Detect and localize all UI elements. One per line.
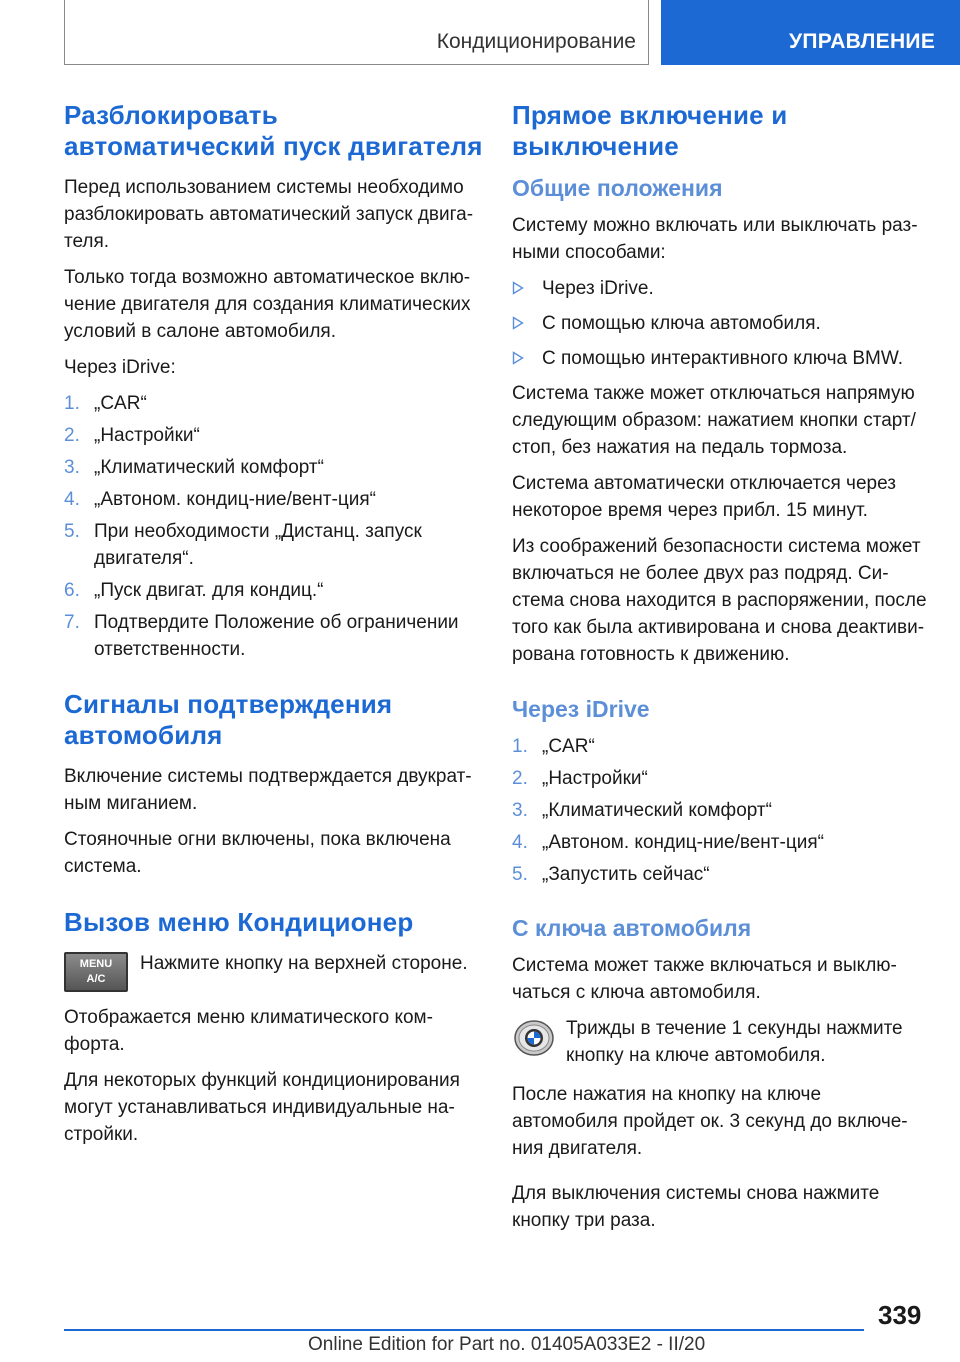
paragraph: Систему можно включать или выключать раз-ными способами: (512, 215, 918, 263)
step-number: 2. (512, 768, 528, 789)
step-item (512, 861, 932, 888)
left-column (64, 100, 484, 1157)
footer-edition: Online Edition for Part no. 01405A033E2 - II/20 (308, 1334, 706, 1355)
paragraph: Перед использованием системы необходимо разблокировать автоматический запуск двига-теля. (64, 177, 474, 252)
step-text: „CAR“ (94, 393, 147, 414)
paragraph: Система автоматически отключается через некоторое время через прибл. 15 минут. (512, 473, 896, 521)
heading-climate-menu: Вызов меню Кондиционер (64, 907, 414, 937)
step-number: 1. (64, 393, 80, 414)
right-column (512, 100, 932, 1243)
paragraph: Система может также включаться и выклю-чаться с ключа автомобиля. (512, 955, 897, 1003)
heading-unlock-autostart: Разблокировать автоматический пуск двигателя (64, 100, 483, 161)
page-number: 339 (878, 1300, 922, 1330)
paragraph: Включение системы подтверждается двукрат-ным миганием. (64, 766, 472, 814)
paragraph: Стояночные огни включены, пока включена система. (64, 829, 451, 877)
bullet-item (512, 345, 932, 372)
bullet-text: С помощью интерактивного ключа BMW. (542, 348, 904, 369)
paragraph: Трижды в течение 1 секунды нажмите кнопку на ключе автомобиля. (566, 1018, 903, 1066)
menu-ac-button-icon (64, 952, 128, 992)
step-text: „Автоном. кондиц-ние/вент-ция“ (94, 489, 376, 510)
heading-confirmation-signals: Сигналы подтверждения автомобиля (64, 689, 393, 750)
step-text: „Запустить сейчас“ (542, 864, 710, 885)
step-number: 6. (64, 580, 80, 601)
paragraph: Для некоторых функций кондиционирования могут устанавливаться индивидуальные на-стройки. (64, 1070, 460, 1145)
step-item (512, 765, 932, 792)
steps-list (512, 733, 932, 888)
step-number: 5. (512, 864, 528, 885)
step-item (64, 390, 484, 417)
triangle-right-outline-icon (512, 316, 524, 330)
step-number: 3. (512, 800, 528, 821)
bmw-key-fob-icon (512, 1015, 556, 1059)
header-chapter-box (661, 0, 960, 65)
header-chapter-title: УПРАВЛЕНИЕ (789, 30, 936, 53)
step-text: „Климатический комфорт“ (94, 457, 324, 478)
step-number: 3. (64, 457, 80, 478)
step-item (64, 609, 484, 663)
bullet-list (512, 275, 932, 372)
step-item (512, 733, 932, 760)
heading-direct-on-off: Прямое включение и выключение (512, 100, 788, 161)
step-number: 5. (64, 521, 80, 542)
step-item (64, 518, 484, 572)
bullet-text: С помощью ключа автомобиля. (542, 313, 821, 334)
step-text: При необходимости „Дистанц. запуск двигателя“. (94, 521, 422, 569)
header-section-box (64, 0, 649, 65)
step-number: 4. (512, 832, 528, 853)
step-number: 2. (64, 425, 80, 446)
subheading-general: Общие положения (512, 175, 723, 201)
key-fob-instruction (512, 1015, 932, 1069)
step-item (64, 486, 484, 513)
menu-button-instruction (64, 950, 484, 992)
paragraph: Для выключения системы снова нажмите кнопку три раза. (512, 1183, 880, 1231)
step-text: „Климатический комфорт“ (542, 800, 772, 821)
step-text: Подтвердите Положение об ограничении ответственности. (94, 612, 459, 660)
paragraph: Система также может отключаться напрямую следующим образом: нажатием кнопки старт/стоп, без нажатия на педаль тормоза. (512, 383, 916, 458)
step-number: 4. (64, 489, 80, 510)
paragraph: Через iDrive: (64, 357, 176, 378)
step-number: 7. (64, 612, 80, 633)
paragraph: Отображается меню климатического ком-форта. (64, 1007, 433, 1055)
triangle-right-outline-icon (512, 281, 524, 295)
footer-divider (64, 1329, 864, 1331)
step-text: „Настройки“ (542, 768, 648, 789)
bullet-text: Через iDrive. (542, 278, 654, 299)
paragraph: После нажатия на кнопку на ключе автомобиля пройдет ок. 3 секунд до включе-ния двигателя. (512, 1084, 908, 1159)
steps-list (64, 390, 484, 663)
step-item (64, 577, 484, 604)
bullet-item (512, 310, 932, 337)
step-text: „Настройки“ (94, 425, 200, 446)
paragraph: Только тогда возможно автоматическое вклю-чение двигателя для создания климатических условий в салоне автомобиля. (64, 267, 471, 342)
header-section-title: Кондиционирование (436, 30, 636, 53)
step-text: „CAR“ (542, 736, 595, 757)
step-item (512, 797, 932, 824)
step-item (64, 454, 484, 481)
paragraph: Из соображений безопасности система может включаться не более двух раз подряд. Си-стема снова находится в распоряжении, после того как была активирована и снова деактиви-рована готовность к движению. (512, 536, 927, 665)
step-item (64, 422, 484, 449)
step-text: „Пуск двигат. для кондиц.“ (94, 580, 324, 601)
paragraph: Нажмите кнопку на верхней стороне. (140, 953, 468, 974)
step-number: 1. (512, 736, 528, 757)
menu-button-label: MENU (79, 958, 113, 970)
step-text: „Автоном. кондиц-ние/вент-ция“ (542, 832, 824, 853)
step-item (512, 829, 932, 856)
triangle-right-outline-icon (512, 351, 524, 365)
subheading-from-key: С ключа автомобиля (512, 915, 752, 941)
bullet-item (512, 275, 932, 302)
ac-button-label: A/C (86, 973, 106, 985)
subheading-via-idrive: Через iDrive (512, 696, 650, 722)
